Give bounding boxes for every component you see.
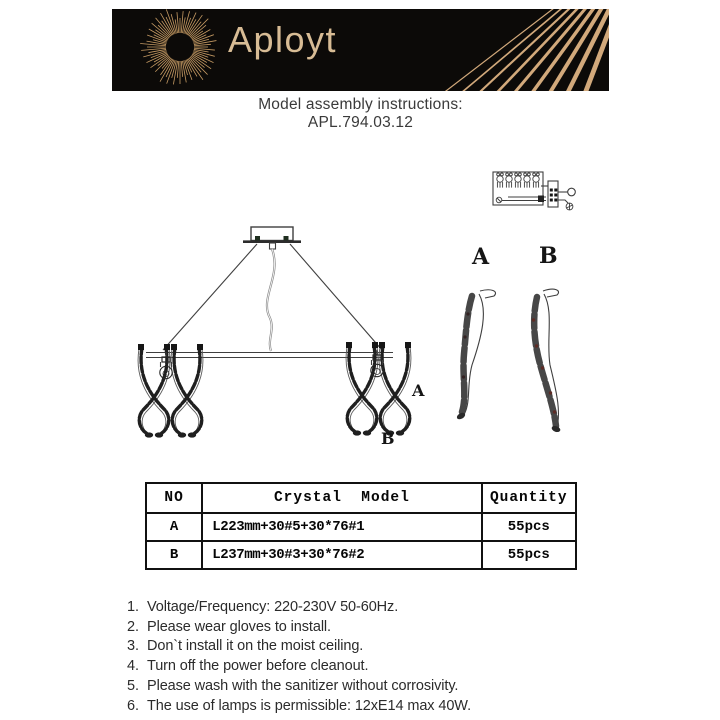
detail-label-b: B — [539, 243, 558, 269]
power-cable — [267, 249, 275, 351]
starburst-icon — [132, 9, 228, 91]
starburst-core — [166, 33, 194, 61]
cell-model-a: L223mm+30#5+30*76#1 — [202, 513, 481, 541]
decorative-stripes — [419, 9, 609, 91]
brand-banner — [112, 9, 609, 91]
ceiling-canopy — [243, 227, 301, 249]
table-header-row — [146, 483, 576, 513]
item-number: 3. — [127, 638, 139, 655]
instructions-list — [127, 598, 617, 716]
brand-logo-text: Aployt — [228, 19, 338, 60]
crystal-detail-b — [532, 243, 561, 433]
col-header-model: Crystal Model — [202, 483, 481, 513]
item-text: Please wear gloves to install. — [147, 618, 331, 635]
list-item — [127, 657, 617, 677]
item-number: 6. — [127, 697, 139, 714]
table-row — [146, 541, 576, 569]
crystal-cluster-right — [346, 342, 411, 436]
item-number: 2. — [127, 618, 139, 635]
item-text: Turn off the power before cleanout. — [147, 658, 369, 675]
list-item — [127, 618, 617, 638]
page-title: Model assembly instructions: — [258, 96, 463, 113]
part-label-a: A — [412, 381, 425, 400]
detail-label-a: A — [472, 244, 490, 270]
list-item — [127, 697, 617, 717]
cell-no-b: B — [146, 541, 202, 569]
item-text: Don`t install it on the moist ceiling. — [147, 638, 364, 655]
live-wire-terminal — [568, 188, 576, 196]
cell-qty-a: 55pcs — [482, 513, 576, 541]
item-text: Please wash with the sanitizer without corrosivity. — [147, 677, 459, 694]
model-number: APL.794.03.12 — [307, 113, 414, 131]
item-number: 4. — [127, 658, 139, 675]
list-item — [127, 677, 617, 697]
cell-model-b: L237mm+30#3+30*76#2 — [202, 541, 481, 569]
parts-table — [145, 482, 577, 570]
frame-bar — [146, 353, 393, 358]
item-text: Voltage/Frequency: 220-230V 50-60Hz. — [147, 599, 399, 615]
wiring-diagram — [493, 172, 575, 210]
col-header-qty: Quantity — [482, 483, 576, 513]
list-item — [127, 637, 617, 657]
item-number: 1. — [127, 599, 139, 615]
item-text: The use of lamps is permissible: 12xE14 max 40W. — [147, 697, 472, 714]
cell-qty-b: 55pcs — [482, 541, 576, 569]
ground-symbol — [566, 203, 573, 210]
list-item — [127, 598, 617, 618]
assembly-diagram — [110, 150, 610, 480]
item-number: 5. — [127, 677, 139, 694]
table-row — [146, 513, 576, 541]
suspension-wires — [163, 244, 382, 350]
col-header-no: NO — [146, 483, 202, 513]
crystal-detail-a — [456, 244, 496, 421]
title-block — [112, 96, 609, 131]
part-label-b: B — [381, 429, 395, 448]
cell-no-a: A — [146, 513, 202, 541]
